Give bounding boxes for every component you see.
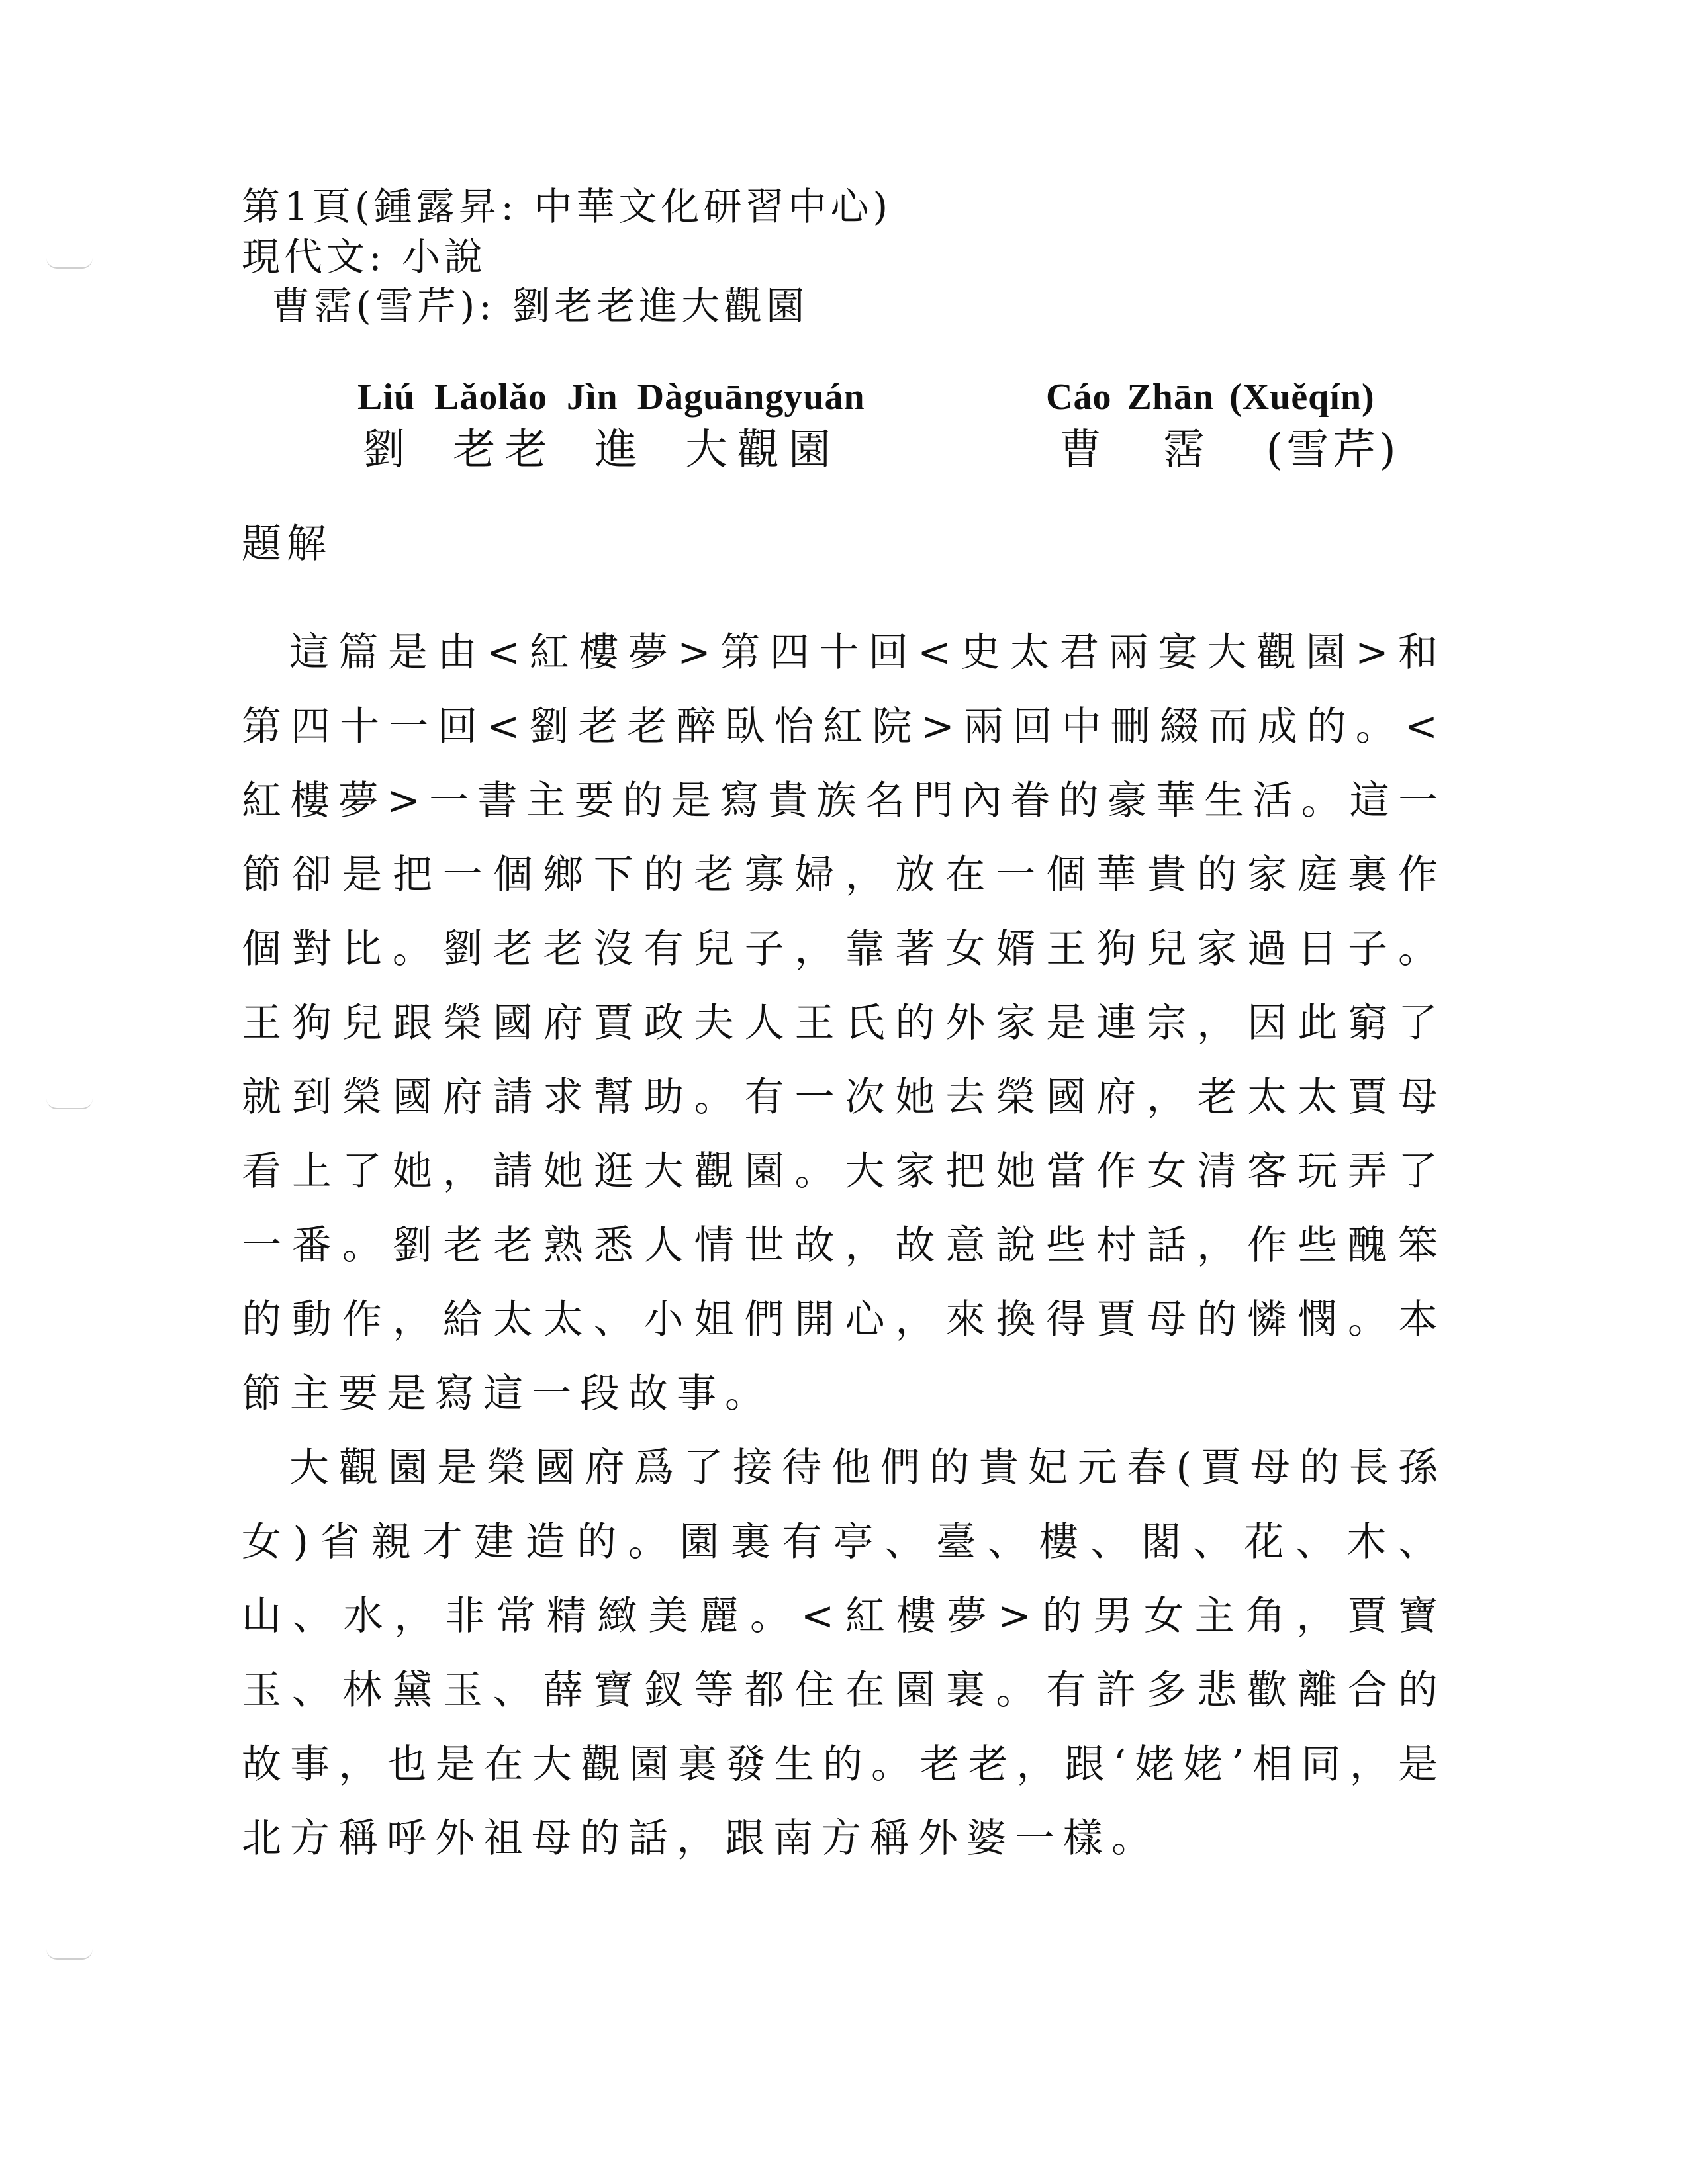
author-pinyin: Cáo Zhān (Xuěqín) bbox=[1046, 377, 1375, 418]
punch-hole-mark bbox=[46, 1099, 93, 1109]
header-source-line: 第1頁(鍾露昇: 中華文化研習中心) bbox=[242, 184, 892, 229]
section-heading: 題解 bbox=[242, 521, 332, 567]
title-pinyin: Liú Lǎolǎo Jìn Dàguāngyuán bbox=[357, 377, 865, 418]
header-author-title-line: 曹霑(雪芹): 劉老老進大觀園 bbox=[271, 283, 809, 328]
paragraph: 大觀園是榮國府爲了接待他們的貴妃元春(賈母的長孫女)省親才建造的。園裏有亭、臺、樓、閣、花、木、山、水，非常精緻美麗。<紅樓夢>的男女主角，賈寶玉、林黛玉、薛寶釵等都住在園裏。有許多悲歡離合的故事，也是在大觀園裏發生的。老老，跟‘姥姥’相同，是北方稱呼外祖母的話，跟南方稱外婆一樣。 bbox=[242, 1445, 1446, 1862]
header-category-line: 現代文: 小說 bbox=[242, 234, 487, 279]
punch-hole-mark bbox=[46, 258, 93, 269]
author-chinese: 曹 霑 (雪芹) bbox=[1059, 426, 1400, 475]
punch-hole-mark bbox=[46, 1949, 93, 1960]
title-chinese: 劉 老老 進 大觀園 bbox=[363, 426, 841, 475]
body-text bbox=[242, 615, 1446, 1876]
paragraph: 這篇是由<紅樓夢>第四十回<史太君兩宴大觀園>和第四十一回<劉老老醉臥怡紅院>兩回中刪綴而成的。<紅樓夢>一書主要的是寫貴族名門內眷的豪華生活。這一節卻是把一個鄉下的老寡婦，放在一個華貴的家庭裏作個對比。劉老老沒有兒子，靠著女婿王狗兒家過日子。王狗兒跟榮國府賈政夫人王氏的外家是連宗，因此窮了就到榮國府請求幫助。有一次她去榮國府，老太太賈母看上了她，請她逛大觀園。大家把她當作女清客玩弄了一番。劉老老熟悉人情世故，故意說些村話，作些醜笨的動作，給太太、小姐們開心，來換得賈母的憐憫。本節主要是寫這一段故事。 bbox=[242, 629, 1446, 1417]
